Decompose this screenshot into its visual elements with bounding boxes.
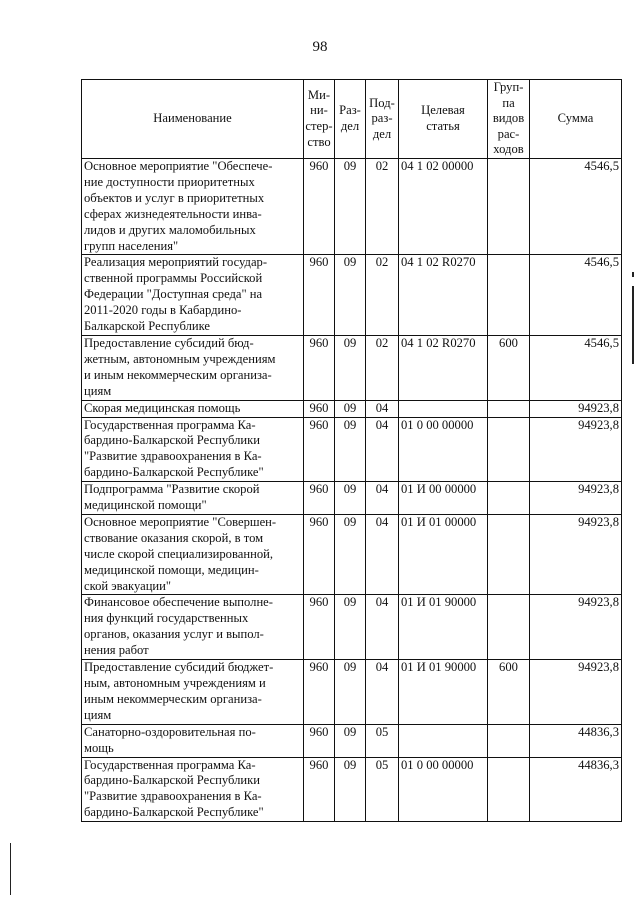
cell-section: 09 xyxy=(335,660,366,725)
cell-sum: 4546,5 xyxy=(530,335,622,400)
header-sum: Сумма xyxy=(530,80,622,159)
cell-subsection: 05 xyxy=(366,757,399,822)
cell-sum: 94923,8 xyxy=(530,482,622,515)
table-row xyxy=(82,514,622,595)
table-row xyxy=(82,400,622,417)
cell-name: Государственная программа Ка- бардино-Балкарской Республики "Развитие здравоохранения в Ка- бардино-Балкарской Республике" xyxy=(82,417,304,482)
cell-group xyxy=(488,757,530,822)
cell-name: Подпрограмма "Развитие скорой медицинской помощи" xyxy=(82,482,304,515)
cell-ministry: 960 xyxy=(304,159,335,255)
cell-sum: 4546,5 xyxy=(530,255,622,336)
cell-target: 01 И 01 00000 xyxy=(399,514,488,595)
cell-ministry: 960 xyxy=(304,335,335,400)
cell-ministry: 960 xyxy=(304,417,335,482)
cell-subsection: 04 xyxy=(366,400,399,417)
cell-sum: 44836,3 xyxy=(530,757,622,822)
table-row xyxy=(82,417,622,482)
cell-sum: 94923,8 xyxy=(530,417,622,482)
cell-subsection: 02 xyxy=(366,335,399,400)
cell-ministry: 960 xyxy=(304,595,335,660)
cell-section: 09 xyxy=(335,255,366,336)
cell-group xyxy=(488,159,530,255)
cell-target: 04 1 02 R0270 xyxy=(399,335,488,400)
cell-ministry: 960 xyxy=(304,660,335,725)
cell-subsection: 04 xyxy=(366,595,399,660)
cell-section: 09 xyxy=(335,724,366,757)
cell-subsection: 04 xyxy=(366,482,399,515)
table-body xyxy=(82,159,622,822)
table-row xyxy=(82,335,622,400)
cell-subsection: 04 xyxy=(366,417,399,482)
table-row xyxy=(82,757,622,822)
cell-name: Государственная программа Ка- бардино-Балкарской Республики "Развитие здравоохранения в Ка- бардино-Балкарской Республике" xyxy=(82,757,304,822)
cell-group xyxy=(488,724,530,757)
cell-name: Предоставление субсидий бюд- жетным, автономным учреждениям и иным некоммерческим организа- циям xyxy=(82,335,304,400)
cell-target: 01 И 01 90000 xyxy=(399,660,488,725)
cell-name: Основное мероприятие "Совершен- ствование оказания скорой, в том числе скорой специализированной, медицинской помощи, медицин- ской эвакуации" xyxy=(82,514,304,595)
cell-subsection: 05 xyxy=(366,724,399,757)
cell-name: Санаторно-оздоровительная по- мощь xyxy=(82,724,304,757)
cell-section: 09 xyxy=(335,595,366,660)
cell-section: 09 xyxy=(335,514,366,595)
cell-name: Реализация мероприятий государ- ственной программы Российской Федерации "Доступная среда" на 2011-2020 годы в Кабардино- Балкарской Республике xyxy=(82,255,304,336)
cell-ministry: 960 xyxy=(304,482,335,515)
cell-group xyxy=(488,255,530,336)
table-row xyxy=(82,595,622,660)
cell-ministry: 960 xyxy=(304,514,335,595)
margin-mark-right-line xyxy=(632,286,634,364)
cell-subsection: 02 xyxy=(366,159,399,255)
header-group: Груп- па видов рас- ходов xyxy=(488,80,530,159)
cell-target: 01 0 00 00000 xyxy=(399,757,488,822)
cell-section: 09 xyxy=(335,335,366,400)
budget-table xyxy=(81,79,622,822)
cell-subsection: 04 xyxy=(366,514,399,595)
table-row xyxy=(82,159,622,255)
table-row xyxy=(82,660,622,725)
cell-name: Финансовое обеспечение выполне- ния функций государственных органов, оказания услуг и выпол- нения работ xyxy=(82,595,304,660)
cell-target: 04 1 02 R0270 xyxy=(399,255,488,336)
cell-group: 600 xyxy=(488,335,530,400)
table-row xyxy=(82,255,622,336)
cell-target: 04 1 02 00000 xyxy=(399,159,488,255)
cell-group xyxy=(488,595,530,660)
margin-mark-left-line xyxy=(10,843,11,895)
header-name: Наименование xyxy=(82,80,304,159)
header-section: Раз- дел xyxy=(335,80,366,159)
cell-ministry: 960 xyxy=(304,400,335,417)
cell-group: 600 xyxy=(488,660,530,725)
cell-sum: 94923,8 xyxy=(530,660,622,725)
cell-section: 09 xyxy=(335,400,366,417)
header-subsection: Под- раз- дел xyxy=(366,80,399,159)
cell-section: 09 xyxy=(335,757,366,822)
cell-sum: 44836,3 xyxy=(530,724,622,757)
cell-target: 01 0 00 00000 xyxy=(399,417,488,482)
cell-ministry: 960 xyxy=(304,757,335,822)
cell-section: 09 xyxy=(335,482,366,515)
cell-sum: 94923,8 xyxy=(530,595,622,660)
table-header xyxy=(82,80,622,159)
cell-target xyxy=(399,400,488,417)
header-row xyxy=(82,80,622,159)
page-number: 98 xyxy=(312,39,328,55)
cell-name: Скорая медицинская помощь xyxy=(82,400,304,417)
cell-subsection: 02 xyxy=(366,255,399,336)
cell-group xyxy=(488,417,530,482)
cell-group xyxy=(488,482,530,515)
cell-ministry: 960 xyxy=(304,724,335,757)
cell-sum: 94923,8 xyxy=(530,400,622,417)
table-row xyxy=(82,724,622,757)
cell-section: 09 xyxy=(335,159,366,255)
cell-section: 09 xyxy=(335,417,366,482)
cell-sum: 94923,8 xyxy=(530,514,622,595)
margin-mark-right-dot xyxy=(632,272,634,277)
header-ministry: Ми- ни- стер- ство xyxy=(304,80,335,159)
cell-group xyxy=(488,514,530,595)
cell-group xyxy=(488,400,530,417)
cell-target: 01 И 01 90000 xyxy=(399,595,488,660)
table-row xyxy=(82,482,622,515)
cell-ministry: 960 xyxy=(304,255,335,336)
header-target: Целевая статья xyxy=(399,80,488,159)
cell-target xyxy=(399,724,488,757)
cell-name: Основное мероприятие "Обеспече- ние доступности приоритетных объектов и услуг в приоритетных сферах жизнедеятельности инва- лидов и других маломобильных групп населения" xyxy=(82,159,304,255)
cell-name: Предоставление субсидий бюджет- ным, автономным учреждениям и иным некоммерческим организа- циям xyxy=(82,660,304,725)
cell-sum: 4546,5 xyxy=(530,159,622,255)
cell-target: 01 И 00 00000 xyxy=(399,482,488,515)
cell-subsection: 04 xyxy=(366,660,399,725)
